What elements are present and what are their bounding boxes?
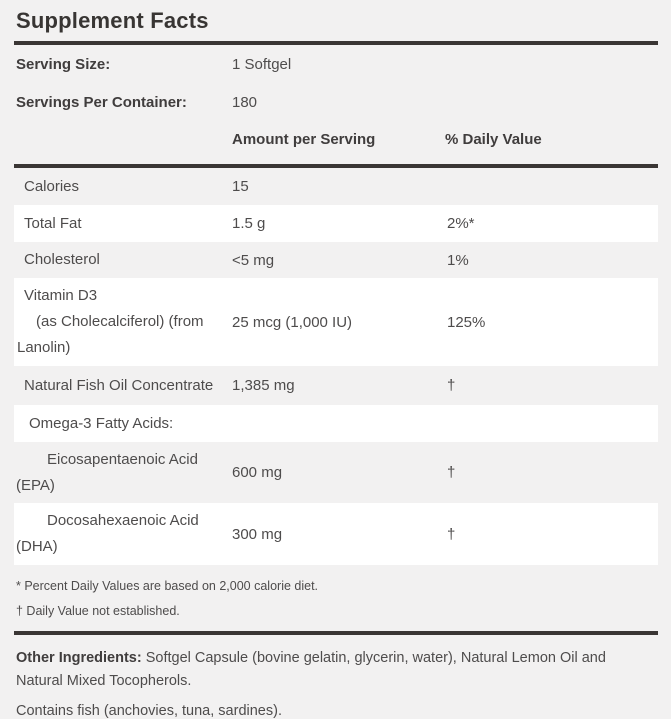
nutrient-daily-value: † [447, 464, 456, 481]
percent-daily-value-footnote: * Percent Daily Values are based on 2,000 calorie diet. [16, 579, 319, 593]
serving-size-row [0, 45, 671, 83]
nutrient-name: Eicosapentaenoic Acid [47, 450, 198, 468]
servings-per-container-row [0, 83, 671, 121]
table-row-dha [14, 503, 658, 565]
nutrient-amount: 15 [232, 178, 249, 195]
nutrient-daily-value: 125% [447, 313, 486, 331]
table-row-epa [14, 442, 658, 503]
nutrient-name-continued: (as Cholecalciferol) (from [36, 313, 204, 330]
nutrient-amount: 25 mcg (1,000 IU) [232, 313, 353, 331]
nutrient-name: Calories [24, 177, 80, 195]
other-ingredients [16, 647, 655, 693]
nutrient-name-continued: (DHA) [16, 538, 58, 555]
nutrient-name-continued: (EPA) [16, 476, 55, 494]
table-row-omega3-group [14, 405, 658, 442]
servings-per-container-value: 180 [232, 93, 258, 111]
daily-value-column-header: % Daily Value [445, 130, 542, 148]
nutrient-name-continued: Lanolin) [17, 339, 71, 356]
table-row-vitamin-d3 [14, 278, 658, 366]
table-row-total-fat [14, 205, 658, 242]
nutrient-amount: 300 mg [232, 525, 283, 543]
nutrient-daily-value: 1% [447, 251, 469, 269]
nutrient-name: Natural Fish Oil Concentrate [24, 376, 214, 394]
nutrient-daily-value: † [447, 377, 456, 394]
column-headers [0, 121, 671, 157]
amount-column-header: Amount per Serving [232, 130, 376, 148]
other-ingredients-text: Softgel Capsule (bovine gelatin, glycerin, water), Natural Lemon Oil and Natural Mixed Tocopherols. [16, 650, 606, 689]
nutrient-group-name: Omega-3 Fatty Acids: [29, 414, 174, 432]
footnotes [0, 565, 671, 624]
panel-title: Supplement Facts [16, 8, 209, 33]
nutrient-amount: 1,385 mg [232, 377, 295, 394]
nutrient-daily-value: 2%* [447, 215, 475, 232]
nutrient-name: Total Fat [24, 214, 82, 232]
other-ingredients-label: Other Ingredients: [16, 650, 142, 666]
nutrient-amount: 1.5 g [232, 215, 266, 232]
table-row-cholesterol [14, 242, 658, 278]
nutrient-amount: <5 mg [232, 251, 275, 269]
servings-per-container-label: Servings Per Container: [16, 93, 187, 111]
table-row-calories [14, 168, 658, 205]
nutrient-name: Vitamin D3 [24, 287, 98, 304]
table-row-fish-oil [14, 366, 658, 405]
nutrient-name: Cholesterol [24, 251, 100, 268]
serving-size-value: 1 Softgel [232, 55, 292, 73]
daily-value-not-established-footnote: † Daily Value not established. [16, 604, 180, 618]
nutrient-table [0, 168, 671, 565]
nutrient-amount: 600 mg [232, 464, 283, 481]
allergen-statement: Contains fish (anchovies, tuna, sardines). [16, 703, 282, 719]
nutrient-name: Docosahexaenoic Acid [47, 512, 199, 529]
nutrient-daily-value: † [447, 525, 456, 543]
divider-rule-bottom [14, 631, 658, 635]
serving-size-label: Serving Size: [16, 55, 111, 73]
